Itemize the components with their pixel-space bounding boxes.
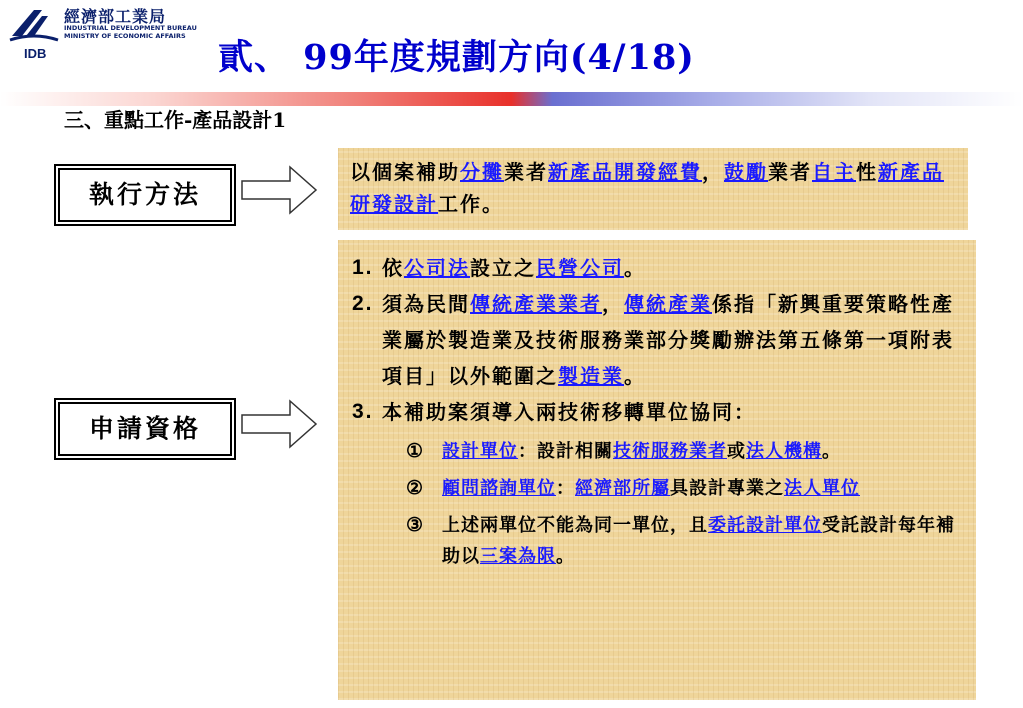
method-arrow-icon xyxy=(240,164,318,216)
method-label: 執行方法 xyxy=(58,168,232,222)
text-run: 須為民間 xyxy=(382,292,470,316)
hyperlink[interactable]: 法人單位 xyxy=(784,478,860,499)
hyperlink[interactable]: 技術服務業者 xyxy=(613,441,727,462)
hyperlink[interactable]: 傳統產業 xyxy=(624,292,712,316)
org-name-en-2: MINISTRY OF ECONOMIC AFFAIRS xyxy=(64,32,186,40)
subitem-text xyxy=(442,515,955,567)
item-text xyxy=(382,400,756,424)
circled-number: ③ xyxy=(406,514,425,536)
page-title: 貳、 99年度規劃方向(4/18) xyxy=(218,37,695,78)
hyperlink[interactable]: 設計單位 xyxy=(442,441,518,462)
section-subtitle: 三、重點工作-產品設計1 xyxy=(64,108,287,132)
eligibility-item xyxy=(348,286,966,394)
eligibility-arrow-icon xyxy=(240,398,318,450)
text-run: 。 xyxy=(822,441,841,462)
text-run: ： xyxy=(556,478,575,499)
hyperlink[interactable]: 製造業 xyxy=(558,364,624,388)
eligibility-label: 申請資格 xyxy=(58,402,232,456)
text-run: 。 xyxy=(624,364,646,388)
eligibility-subitem xyxy=(348,473,966,504)
circled-number: ① xyxy=(406,440,425,462)
hyperlink[interactable]: 顧問諮詢單位 xyxy=(442,478,556,499)
item-number: 2. xyxy=(352,292,374,315)
item-text xyxy=(382,256,646,280)
eligibility-subitem xyxy=(348,510,966,572)
org-name-cn: 經濟部工業局 xyxy=(64,7,167,26)
text-run: 依 xyxy=(382,256,404,280)
hyperlink[interactable]: 新產品開發經費 xyxy=(548,160,702,184)
hyperlink[interactable]: 經濟部所屬 xyxy=(575,478,670,499)
hyperlink[interactable]: 委託設計單位 xyxy=(708,515,822,536)
idb-text: IDB xyxy=(24,46,47,61)
item-number: 3. xyxy=(352,400,374,423)
text-run: 係指「新興重要策略性產業屬於製造業及技術服務業部分獎勵辦法第五條第一項附表項目」以外範圍之 xyxy=(382,292,954,388)
idb-logo-icon xyxy=(8,6,60,46)
eligibility-subitem xyxy=(348,436,966,467)
item-number: 1. xyxy=(352,256,374,279)
hyperlink[interactable]: 自主 xyxy=(812,160,856,184)
text-run: 本補助案須導入兩技術移轉單位協同： xyxy=(382,400,756,424)
text-run: 以個案補助 xyxy=(350,160,460,184)
hyperlink[interactable]: 公司法 xyxy=(404,256,470,280)
text-run: 業者 xyxy=(768,160,812,184)
text-run: 業者 xyxy=(504,160,548,184)
text-run: 設立之 xyxy=(470,256,536,280)
method-text xyxy=(350,156,958,220)
hyperlink[interactable]: 新產品研發設計 xyxy=(350,160,944,216)
text-run: 性 xyxy=(856,160,878,184)
org-name-en-1: INDUSTRIAL DEVELOPMENT BUREAU xyxy=(64,24,197,32)
hyperlink[interactable]: 傳統產業業者 xyxy=(470,292,602,316)
hyperlink[interactable]: 鼓勵 xyxy=(724,160,768,184)
eligibility-item xyxy=(348,394,966,430)
text-run: 受託設計每年補助以 xyxy=(442,515,955,567)
text-run: 工作。 xyxy=(438,192,504,216)
text-run: 或 xyxy=(727,441,746,462)
text-run: ， xyxy=(602,292,624,316)
text-run: 具設計專業之 xyxy=(670,478,784,499)
hyperlink[interactable]: 三案為限 xyxy=(480,546,556,567)
text-run: 。 xyxy=(556,546,575,567)
text-run: ：設計相關 xyxy=(518,441,613,462)
logo xyxy=(8,4,208,62)
subitem-text xyxy=(442,441,841,462)
hyperlink[interactable]: 民營公司 xyxy=(536,256,624,280)
hyperlink[interactable]: 法人機構 xyxy=(746,441,822,462)
eligibility-item xyxy=(348,250,966,286)
subitem-text xyxy=(442,478,860,499)
method-panel xyxy=(338,148,968,230)
eligibility-panel xyxy=(338,240,976,700)
circled-number: ② xyxy=(406,477,425,499)
text-run: ， xyxy=(702,160,724,184)
hyperlink[interactable]: 分攤 xyxy=(460,160,504,184)
text-run: 。 xyxy=(624,256,646,280)
text-run: 上述兩單位不能為同一單位，且 xyxy=(442,515,708,536)
item-text xyxy=(382,292,954,388)
